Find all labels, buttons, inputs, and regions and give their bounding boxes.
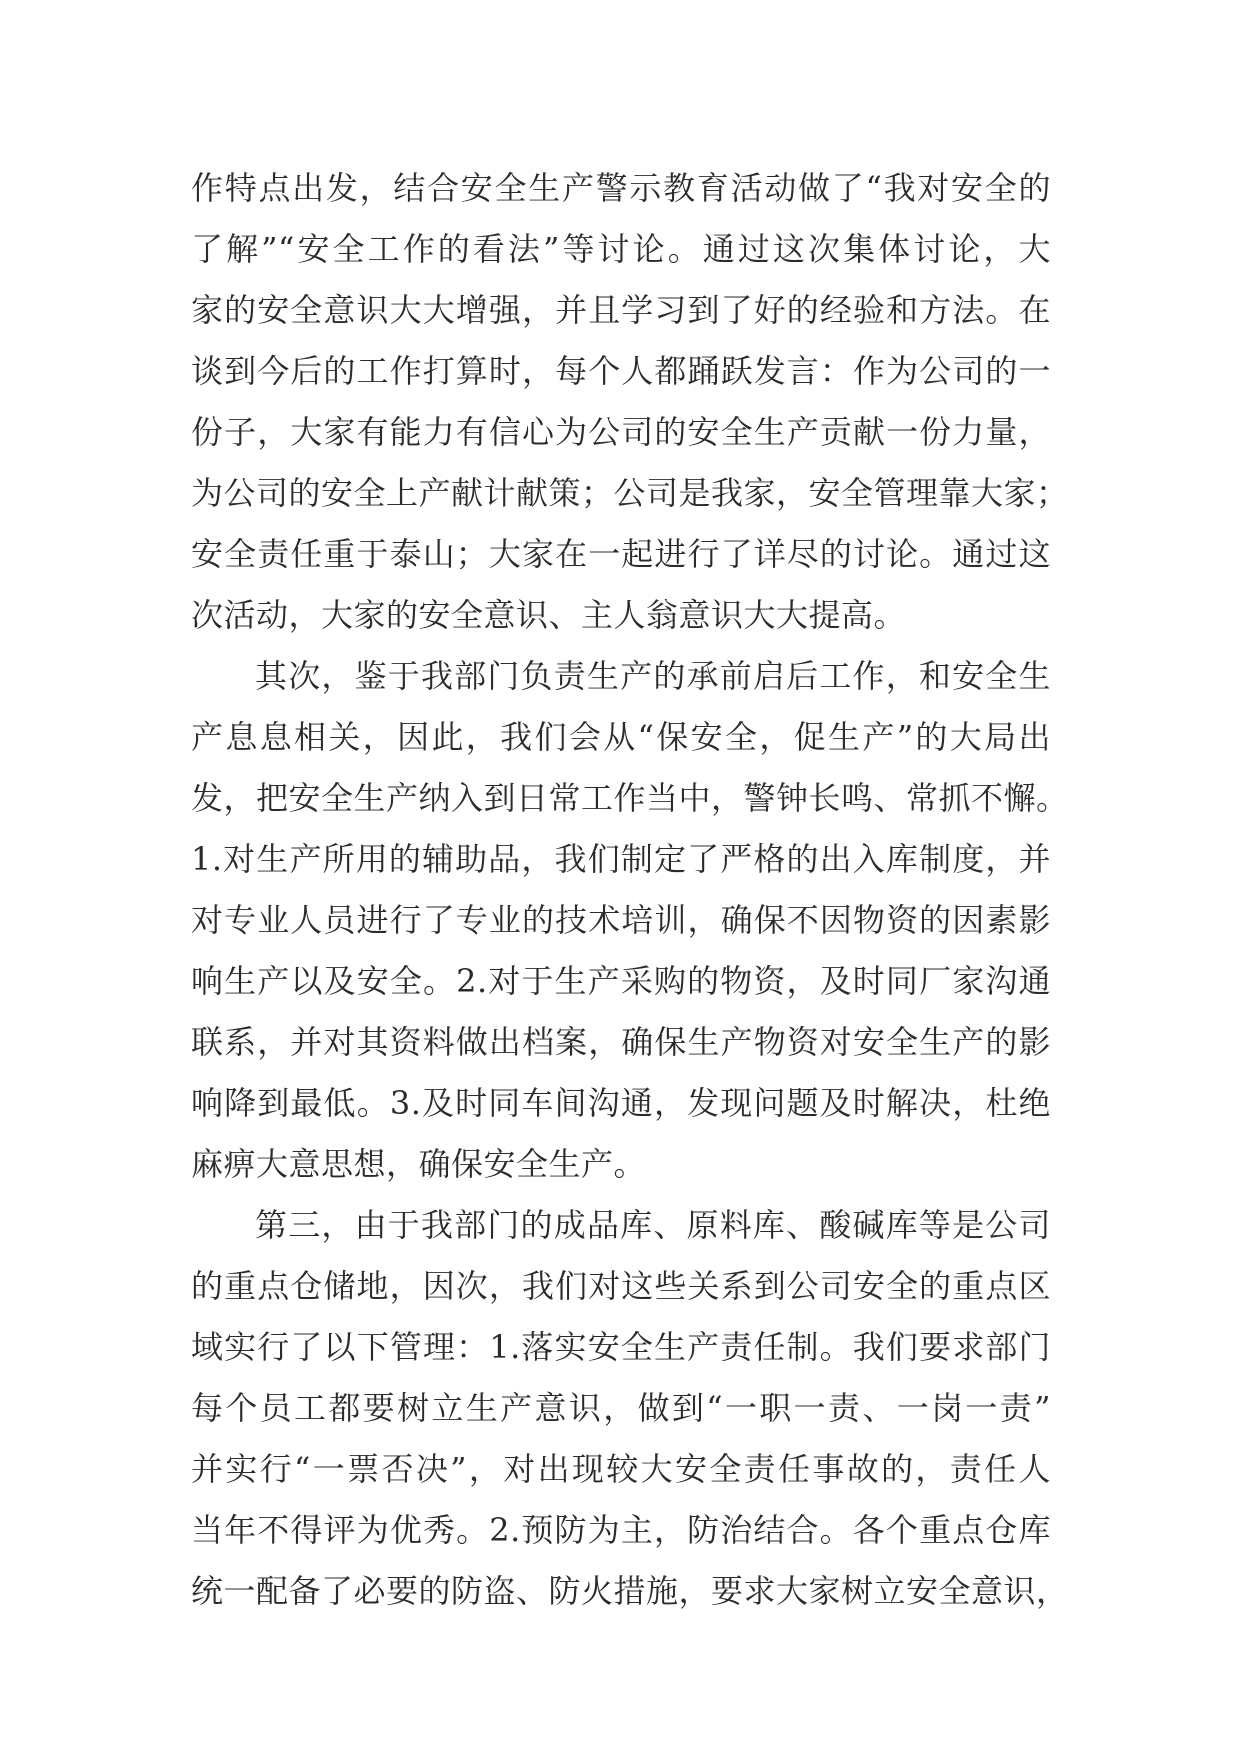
text-line: 每个员工都要树立生产意识，做到“一职一责、一岗一责”: [191, 1389, 1051, 1427]
text-line: 响生产以及安全。2.对于生产采购的物资，及时同厂家沟通: [191, 962, 1051, 1000]
text-line: 响降到最低。3.及时同车间沟通，发现问题及时解决，杜绝: [191, 1084, 1051, 1122]
text-line: 家的安全意识大大增强，并且学习到了好的经验和方法。在: [191, 291, 1051, 329]
text-line: 发，把安全生产纳入到日常工作当中，警钟长鸣、常抓不懈。: [191, 779, 1069, 817]
text-line: 的重点仓储地，因次，我们对这些关系到公司安全的重点区: [191, 1267, 1051, 1305]
text-line: 麻痹大意思想，确保安全生产。: [191, 1145, 647, 1183]
body-text: [191, 158, 1069, 1622]
text-line: 了解”“安全工作的看法”等讨论。通过这次集体讨论，大: [191, 230, 1051, 268]
text-line: 联系，并对其资料做出档案，确保生产物资对安全生产的影: [191, 1023, 1051, 1061]
text-line: 产息息相关，因此，我们会从“保安全，促生产”的大局出: [191, 718, 1051, 756]
text-line: 统一配备了必要的防盗、防火措施，要求大家树立安全意识，: [191, 1572, 1069, 1610]
text-line: 次活动，大家的安全意识、主人翁意识大大提高。: [191, 596, 907, 634]
text-line: 为公司的安全上产献计献策；公司是我家，安全管理靠大家；: [191, 474, 1069, 512]
text-line: 并实行“一票否决”，对出现较大安全责任事故的，责任人: [191, 1450, 1051, 1488]
text-line: 当年不得评为优秀。2.预防为主，防治结合。各个重点仓库: [191, 1511, 1051, 1549]
text-line: 份子，大家有能力有信心为公司的安全生产贡献一份力量，: [191, 413, 1051, 451]
text-line: 谈到今后的工作打算时，每个人都踊跃发言：作为公司的一: [191, 352, 1051, 390]
text-line: 1.对生产所用的辅助品，我们制定了严格的出入库制度，并: [191, 840, 1051, 878]
text-line: 第三，由于我部门的成品库、原料库、酸碱库等是公司: [255, 1206, 1051, 1244]
text-line: 其次，鉴于我部门负责生产的承前启后工作，和安全生: [255, 657, 1051, 695]
text-line: 作特点出发，结合安全生产警示教育活动做了“我对安全的: [191, 169, 1051, 207]
text-line: 对专业人员进行了专业的技术培训，确保不因物资的因素影: [191, 901, 1051, 939]
text-line: 域实行了以下管理：1.落实安全生产责任制。我们要求部门: [191, 1328, 1051, 1366]
text-line: 安全责任重于泰山；大家在一起进行了详尽的讨论。通过这: [191, 535, 1051, 573]
